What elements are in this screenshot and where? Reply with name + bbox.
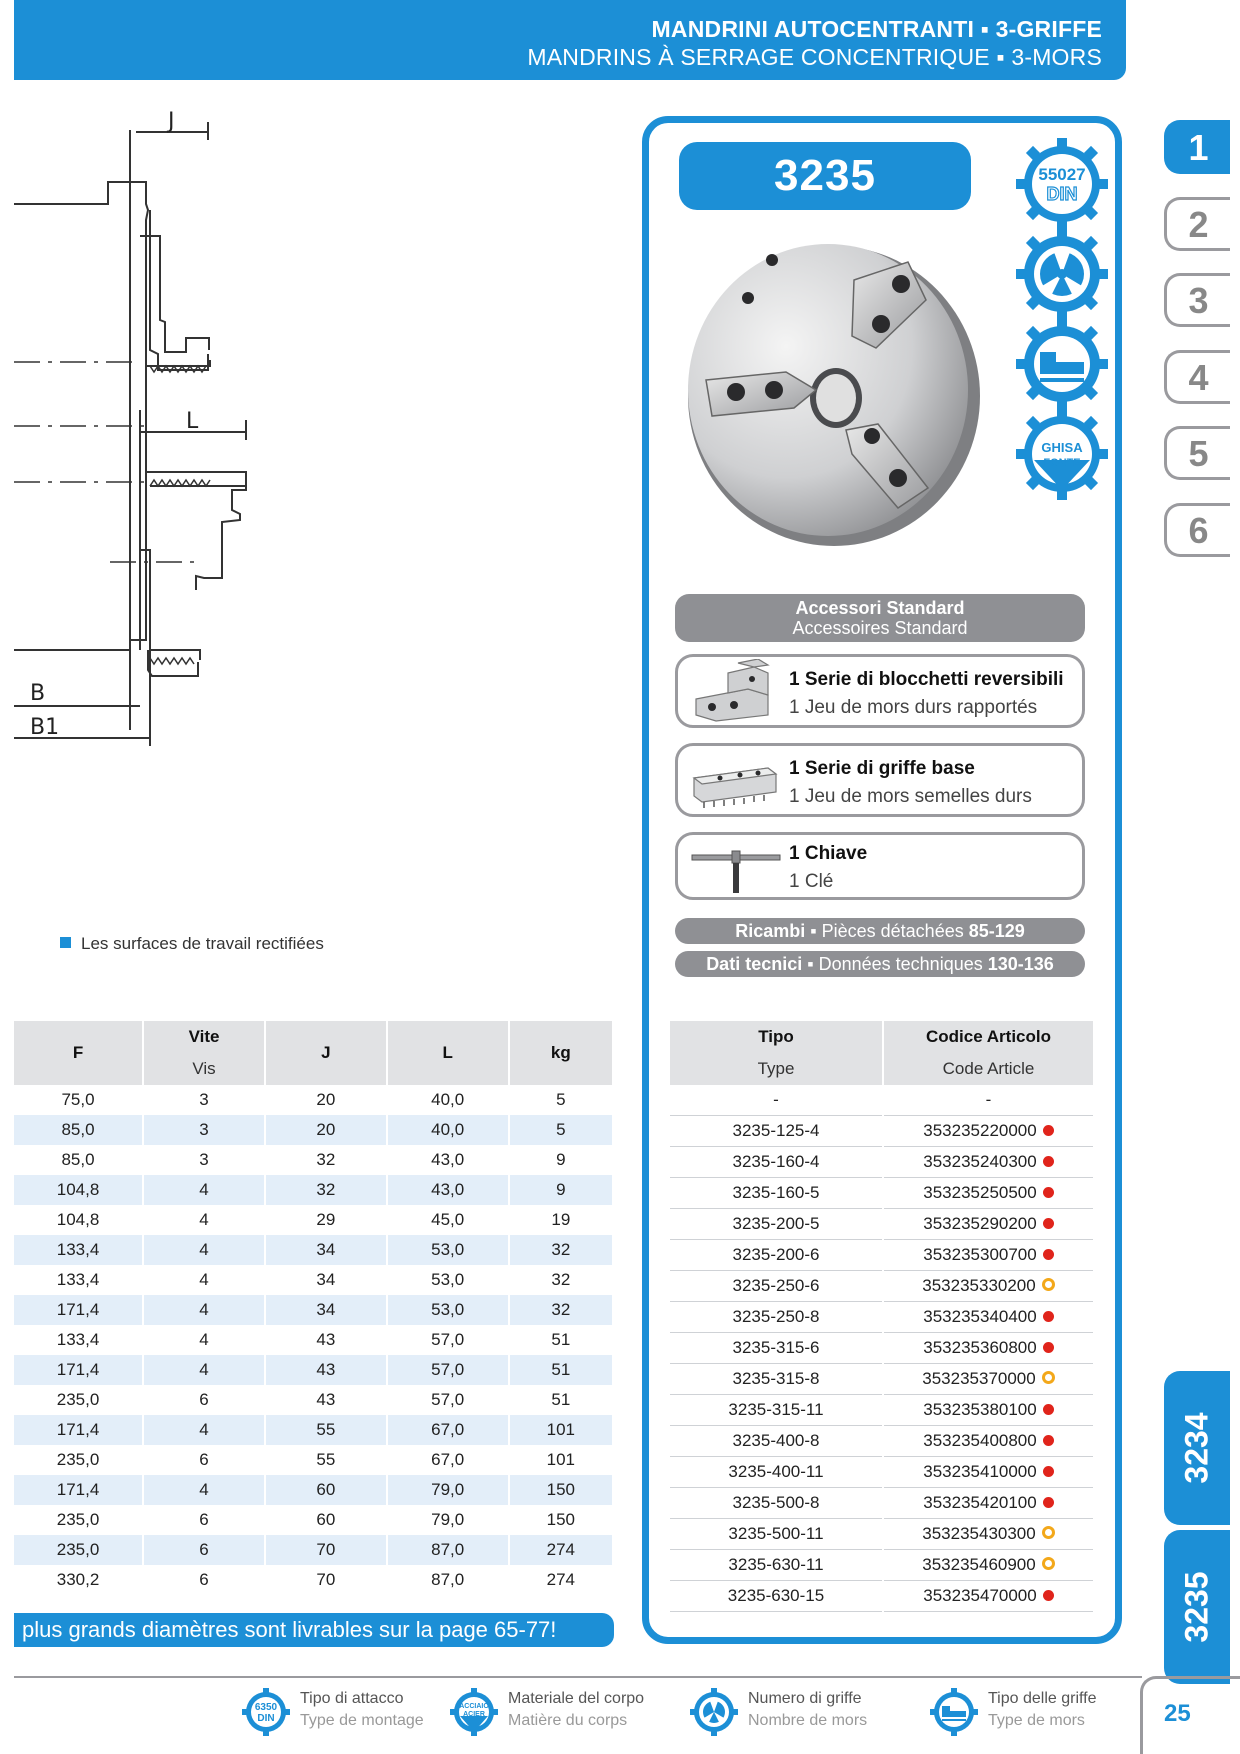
article-code: 353235250500 — [923, 1183, 1037, 1202]
accessory-name-it: 1 Serie di griffe base — [789, 758, 975, 779]
table-cell: 235,0 — [14, 1505, 143, 1535]
table-row — [670, 1488, 1094, 1519]
table-cell: 235,0 — [14, 1385, 143, 1415]
base-jaw-image — [688, 748, 784, 814]
table-cell: 4 — [143, 1415, 265, 1445]
type-cell: 3235-250-8 — [670, 1302, 883, 1333]
table-cell: 29 — [265, 1205, 387, 1235]
table-row — [670, 1116, 1094, 1147]
availability-dot-icon — [1043, 1125, 1054, 1136]
table-cell: 6 — [143, 1565, 265, 1595]
col-header-kg: kg — [509, 1021, 613, 1085]
accessory-item — [675, 832, 1085, 900]
article-code-cell — [883, 1085, 1094, 1116]
table-row — [670, 1395, 1094, 1426]
article-code-cell — [883, 1271, 1094, 1302]
table-cell: 5 — [509, 1115, 613, 1145]
col-header-code: Code Article — [883, 1053, 1094, 1085]
table-cell: 34 — [265, 1265, 387, 1295]
table-cell: 55 — [265, 1445, 387, 1475]
article-code-cell — [883, 1147, 1094, 1178]
table-cell: 274 — [509, 1535, 613, 1565]
product-tab-3234[interactable]: 3234 — [1164, 1371, 1230, 1525]
availability-dot-icon — [1043, 1249, 1054, 1260]
on-request-dot-icon — [1042, 1371, 1055, 1384]
accessory-item — [675, 743, 1085, 817]
table-cell: 32 — [509, 1235, 613, 1265]
article-code: 353235410000 — [923, 1462, 1037, 1481]
header-title-it: MANDRINI AUTOCENTRANTI ▪ 3-GRIFFE — [651, 16, 1102, 42]
article-code-cell — [883, 1178, 1094, 1209]
table-cell: 104,8 — [14, 1175, 143, 1205]
col-header-vis: Vis — [143, 1053, 265, 1085]
section-tab-5[interactable]: 5 — [1164, 426, 1230, 480]
type-cell: 3235-160-5 — [670, 1178, 883, 1209]
table-cell: 87,0 — [387, 1565, 509, 1595]
article-code-cell — [883, 1302, 1094, 1333]
table-row — [670, 1085, 1094, 1116]
table-row — [670, 1333, 1094, 1364]
table-cell: 6 — [143, 1535, 265, 1565]
table-row — [14, 1115, 613, 1145]
table-cell: 171,4 — [14, 1415, 143, 1445]
section-tab-1[interactable]: 1 — [1164, 120, 1230, 174]
din-6350-icon — [242, 1688, 290, 1736]
table-cell: 32 — [509, 1295, 613, 1325]
table-cell: 6 — [143, 1505, 265, 1535]
availability-dot-icon — [1043, 1590, 1054, 1601]
article-code: 353235360800 — [923, 1338, 1037, 1357]
product-tab-3235[interactable]: 3235 — [1164, 1530, 1230, 1684]
footer-label-fr: Type de mors — [988, 1712, 1085, 1729]
col-header-f: F — [14, 1021, 143, 1085]
section-tab-6[interactable]: 6 — [1164, 503, 1230, 557]
article-code: 353235380100 — [923, 1400, 1037, 1419]
type-cell: 3235-500-11 — [670, 1519, 883, 1550]
table-cell: 20 — [265, 1115, 387, 1145]
availability-dot-icon — [1043, 1435, 1054, 1446]
accessories-title-fr: Accessoires Standard — [792, 618, 968, 638]
table-cell: 133,4 — [14, 1235, 143, 1265]
table-cell: 43,0 — [387, 1175, 509, 1205]
table-cell: 171,4 — [14, 1475, 143, 1505]
type-cell: 3235-125-4 — [670, 1116, 883, 1147]
table-cell: 3 — [143, 1115, 265, 1145]
col-header-codice: Codice Articolo — [883, 1021, 1094, 1053]
footer-label-it: Tipo delle griffe — [988, 1690, 1097, 1707]
col-header-type: Type — [670, 1053, 883, 1085]
section-tab-3[interactable]: 3 — [1164, 273, 1230, 327]
table-row — [14, 1445, 613, 1475]
mount-din-number: 6350 — [254, 1702, 278, 1713]
steel-material-icon — [450, 1688, 498, 1736]
table-cell: 51 — [509, 1355, 613, 1385]
article-code: 353235330200 — [922, 1276, 1036, 1295]
dimensions-table-body — [14, 1085, 613, 1595]
din-number: 55027 — [1038, 165, 1086, 184]
table-cell: 53,0 — [387, 1265, 509, 1295]
accessory-item — [675, 654, 1085, 728]
availability-dot-icon — [1043, 1311, 1054, 1322]
dim-label-b1: B1 — [30, 715, 60, 740]
article-code: 353235430300 — [922, 1524, 1036, 1543]
jaw-type-badge-icon — [1016, 318, 1108, 410]
type-cell: 3235-200-6 — [670, 1240, 883, 1271]
article-code: 353235300700 — [923, 1245, 1037, 1264]
type-cell: 3235-315-8 — [670, 1364, 883, 1395]
mount-din-label: DIN — [257, 1713, 275, 1724]
table-cell: 57,0 — [387, 1385, 509, 1415]
table-row — [670, 1209, 1094, 1240]
table-cell: 6 — [143, 1445, 265, 1475]
type-cell: 3235-315-6 — [670, 1333, 883, 1364]
table-row — [670, 1457, 1094, 1488]
steel-label-it: ACCIAIO — [459, 1703, 489, 1710]
table-cell: 4 — [143, 1205, 265, 1235]
table-row — [14, 1205, 613, 1235]
table-cell: 9 — [509, 1175, 613, 1205]
footer-rule — [14, 1676, 1142, 1678]
model-number: 3235 — [679, 142, 971, 210]
footer-label-fr: Nombre de mors — [748, 1712, 868, 1729]
table-cell: 104,8 — [14, 1205, 143, 1235]
table-cell: 79,0 — [387, 1475, 509, 1505]
table-cell: 4 — [143, 1325, 265, 1355]
material-label-it: GHISA — [1041, 440, 1083, 455]
accessories-title-it: Accessori Standard — [795, 598, 965, 618]
table-row — [14, 1325, 613, 1355]
table-row — [14, 1265, 613, 1295]
table-cell: 274 — [509, 1565, 613, 1595]
table-cell: 53,0 — [387, 1235, 509, 1265]
article-code: 353235420100 — [923, 1493, 1037, 1512]
footer-label-fr: Type de montage — [300, 1712, 424, 1729]
table-cell: 57,0 — [387, 1325, 509, 1355]
din-55027-badge-icon — [1016, 138, 1108, 230]
header-title-fr: MANDRINS À SERRAGE CONCENTRIQUE ▪ 3-MORS — [527, 44, 1102, 70]
article-code: 353235470000 — [923, 1586, 1037, 1605]
footer-label-fr: Matière du corps — [508, 1712, 628, 1729]
table-cell: 4 — [143, 1175, 265, 1205]
type-cell: 3235-630-11 — [670, 1550, 883, 1581]
table-cell: 150 — [509, 1475, 613, 1505]
table-row — [14, 1475, 613, 1505]
table-cell: 32 — [509, 1265, 613, 1295]
table-row — [14, 1505, 613, 1535]
table-cell: 34 — [265, 1235, 387, 1265]
table-cell: 53,0 — [387, 1295, 509, 1325]
dim-label-b: B — [30, 681, 46, 706]
table-cell: 32 — [265, 1175, 387, 1205]
availability-dot-icon — [1043, 1156, 1054, 1167]
table-cell: 4 — [143, 1295, 265, 1325]
type-cell: 3235-630-15 — [670, 1581, 883, 1612]
table-cell: 133,4 — [14, 1325, 143, 1355]
article-code: 353235370000 — [922, 1369, 1036, 1388]
spare-parts-reference: Ricambi ▪ Pièces détachées 85-129 — [675, 918, 1085, 944]
article-code-cell — [883, 1116, 1094, 1147]
article-code-cell — [883, 1364, 1094, 1395]
article-codes-table — [670, 1021, 1095, 1612]
availability-dot-icon — [1043, 1187, 1054, 1198]
table-row — [670, 1302, 1094, 1333]
accessories-header — [675, 594, 1085, 642]
type-cell: 3235-500-8 — [670, 1488, 883, 1519]
table-cell: 60 — [265, 1505, 387, 1535]
table-cell: 19 — [509, 1205, 613, 1235]
article-code-cell — [883, 1550, 1094, 1581]
table-cell: 34 — [265, 1295, 387, 1325]
type-cell: 3235-400-11 — [670, 1457, 883, 1488]
din-label: DIN — [1046, 184, 1078, 204]
table-cell: 79,0 — [387, 1505, 509, 1535]
larger-diameters-banner: plus grands diamètres sont livrables sur la page 65-77! — [14, 1613, 614, 1647]
table-cell: 171,4 — [14, 1355, 143, 1385]
technical-data-reference: Dati tecnici ▪ Données techniques 130-136 — [675, 951, 1085, 977]
table-cell: 3 — [143, 1085, 265, 1115]
table-cell: 133,4 — [14, 1265, 143, 1295]
table-row — [670, 1271, 1094, 1302]
type-cell: 3235-160-4 — [670, 1147, 883, 1178]
availability-dot-icon — [1043, 1218, 1054, 1229]
article-code: 353235400800 — [923, 1431, 1037, 1450]
table-row — [14, 1385, 613, 1415]
table-cell: 20 — [265, 1085, 387, 1115]
article-code-cell — [883, 1519, 1094, 1550]
material-cast-iron-badge-icon — [1016, 408, 1108, 500]
type-cell: 3235-315-11 — [670, 1395, 883, 1426]
col-header-tipo: Tipo — [670, 1021, 883, 1053]
table-cell: 55 — [265, 1415, 387, 1445]
table-cell: 4 — [143, 1355, 265, 1385]
table-cell: 150 — [509, 1505, 613, 1535]
table-cell: 43,0 — [387, 1145, 509, 1175]
table-row — [14, 1145, 613, 1175]
chuck-product-image — [676, 240, 986, 550]
table-cell: 9 — [509, 1145, 613, 1175]
table-row — [14, 1565, 613, 1595]
table-cell: 5 — [509, 1085, 613, 1115]
table-row — [670, 1147, 1094, 1178]
col-header-j: J — [265, 1021, 387, 1085]
article-code: 353235460900 — [922, 1555, 1036, 1574]
table-cell: 43 — [265, 1385, 387, 1415]
table-row — [14, 1535, 613, 1565]
footer-label-it: Materiale del corpo — [508, 1690, 645, 1707]
jaw-count-icon — [690, 1688, 738, 1736]
col-header-vite: Vite — [143, 1021, 265, 1053]
on-request-dot-icon — [1042, 1526, 1055, 1539]
on-request-dot-icon — [1042, 1557, 1055, 1570]
accessory-name-fr: 1 Jeu de mors semelles durs — [789, 786, 1032, 807]
table-row — [14, 1235, 613, 1265]
table-row — [14, 1085, 613, 1115]
table-row — [14, 1295, 613, 1325]
article-code-cell — [883, 1209, 1094, 1240]
table-cell: 45,0 — [387, 1205, 509, 1235]
table-cell: 43 — [265, 1325, 387, 1355]
section-tab-4[interactable]: 4 — [1164, 350, 1230, 404]
type-cell: 3235-400-8 — [670, 1426, 883, 1457]
article-code: 353235290200 — [923, 1214, 1037, 1233]
table-cell: 51 — [509, 1325, 613, 1355]
table-cell: 101 — [509, 1415, 613, 1445]
table-cell: 67,0 — [387, 1445, 509, 1475]
table-cell: 32 — [265, 1145, 387, 1175]
article-code: 353235340400 — [923, 1307, 1037, 1326]
dim-label-j: J — [168, 110, 175, 134]
table-row — [670, 1364, 1094, 1395]
accessory-name-it: 1 Serie di blocchetti reversibili — [789, 669, 1064, 690]
reversible-jaw-image — [688, 659, 784, 725]
article-code: 353235220000 — [923, 1121, 1037, 1140]
bullet-square-icon — [60, 937, 71, 948]
footer-label-it: Numero di griffe — [748, 1690, 862, 1707]
dim-label-l: L — [186, 409, 199, 434]
dimensions-table — [14, 1021, 614, 1595]
table-cell: 70 — [265, 1535, 387, 1565]
article-code: 353235240300 — [923, 1152, 1037, 1171]
technical-drawing — [0, 110, 260, 840]
table-cell: 40,0 — [387, 1115, 509, 1145]
table-cell: 85,0 — [14, 1115, 143, 1145]
table-cell: 235,0 — [14, 1445, 143, 1475]
article-code: - — [985, 1090, 992, 1109]
availability-dot-icon — [1043, 1466, 1054, 1477]
article-code-cell — [883, 1333, 1094, 1364]
type-cell: 3235-200-5 — [670, 1209, 883, 1240]
table-row — [670, 1178, 1094, 1209]
table-cell: 67,0 — [387, 1415, 509, 1445]
table-cell: 4 — [143, 1265, 265, 1295]
availability-dot-icon — [1043, 1497, 1054, 1508]
table-row — [670, 1550, 1094, 1581]
article-code-cell — [883, 1426, 1094, 1457]
article-code-cell — [883, 1240, 1094, 1271]
material-label-fr: FONTE — [1043, 457, 1081, 469]
table-cell: 75,0 — [14, 1085, 143, 1115]
steel-label-fr: ACIER — [463, 1711, 485, 1718]
table-cell: 171,4 — [14, 1295, 143, 1325]
table-cell: 60 — [265, 1475, 387, 1505]
article-code-cell — [883, 1457, 1094, 1488]
table-row — [670, 1581, 1094, 1612]
accessory-name-fr: 1 Jeu de mors durs rapportés — [789, 697, 1038, 718]
article-code-cell — [883, 1488, 1094, 1519]
accessory-name-fr: 1 Clé — [789, 871, 834, 892]
surface-note: Les surfaces de travail rectifiées — [60, 934, 324, 954]
article-codes-table-body — [670, 1085, 1094, 1612]
availability-dot-icon — [1043, 1342, 1054, 1353]
col-header-l: L — [387, 1021, 509, 1085]
article-code-cell — [883, 1395, 1094, 1426]
page-number: 25 — [1164, 1700, 1191, 1727]
footer-label-it: Tipo di attacco — [300, 1690, 404, 1707]
table-cell: 57,0 — [387, 1355, 509, 1385]
availability-dot-icon — [1043, 1404, 1054, 1415]
jaw-type-icon — [930, 1688, 978, 1736]
table-cell: 51 — [509, 1385, 613, 1415]
table-cell: 101 — [509, 1445, 613, 1475]
section-tab-2[interactable]: 2 — [1164, 197, 1230, 251]
table-cell: 43 — [265, 1355, 387, 1385]
table-cell: 3 — [143, 1145, 265, 1175]
table-row — [670, 1519, 1094, 1550]
type-cell: 3235-250-6 — [670, 1271, 883, 1302]
three-jaw-badge-icon — [1016, 228, 1108, 320]
table-cell: 40,0 — [387, 1085, 509, 1115]
chuck-key-image — [688, 837, 784, 897]
table-cell: 235,0 — [14, 1535, 143, 1565]
table-row — [670, 1240, 1094, 1271]
table-cell: 6 — [143, 1385, 265, 1415]
type-cell: - — [670, 1085, 883, 1116]
article-code-cell — [883, 1581, 1094, 1612]
page-header — [14, 0, 1126, 80]
table-row — [14, 1415, 613, 1445]
table-cell: 4 — [143, 1475, 265, 1505]
table-cell: 70 — [265, 1565, 387, 1595]
on-request-dot-icon — [1042, 1278, 1055, 1291]
table-row — [670, 1426, 1094, 1457]
table-row — [14, 1355, 613, 1385]
table-cell: 330,2 — [14, 1565, 143, 1595]
table-row — [14, 1175, 613, 1205]
accessory-name-it: 1 Chiave — [789, 843, 868, 864]
table-cell: 85,0 — [14, 1145, 143, 1175]
table-cell: 4 — [143, 1235, 265, 1265]
table-cell: 87,0 — [387, 1535, 509, 1565]
